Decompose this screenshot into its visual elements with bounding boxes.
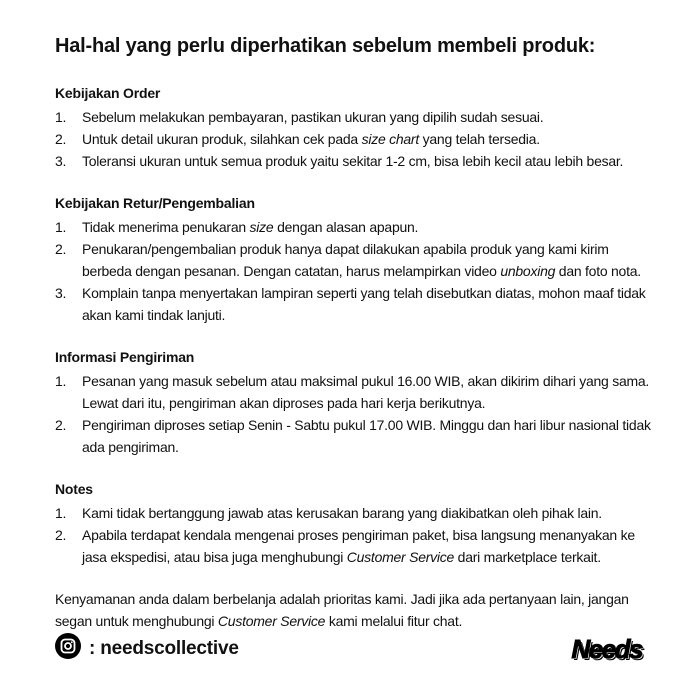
section xyxy=(55,192,655,326)
text-segment: Pesanan yang masuk sebelum atau maksimal pukul 16.00 WIB, akan dikirim dihari yang sama. Lewat dari itu, pengiriman akan diproses pada hari kerja berikutnya. xyxy=(82,373,650,411)
text-segment: Kami tidak bertanggung jawab atas kerusakan barang yang diakibatkan oleh pihak lain. xyxy=(82,505,602,521)
list-item xyxy=(55,150,655,172)
list-number: 1. xyxy=(55,219,67,235)
text-segment: Penukaran/pengembalian produk hanya dapat dilakukan apabila produk yang kami kirim berbeda dengan pesanan. Dengan catatan, harus melampirkan video xyxy=(82,241,609,279)
list-item xyxy=(55,106,655,128)
list-number: 2. xyxy=(55,131,67,147)
list-number: 3. xyxy=(55,285,67,301)
list-number: 3. xyxy=(55,153,67,169)
emphasis-text: unboxing xyxy=(500,263,556,279)
section xyxy=(55,82,655,172)
list-item xyxy=(55,128,655,150)
numbered-list xyxy=(55,502,655,568)
list-item xyxy=(55,216,655,238)
text-segment: Kenyamanan anda dalam berbelanja adalah prioritas kami. Jadi jika ada pertanyaan lain, jangan segan untuk menghubungi xyxy=(55,591,629,629)
section-heading: Kebijakan Retur/Pengembalian xyxy=(55,195,255,211)
list-number: 2. xyxy=(55,241,67,257)
text-segment: dan foto nota. xyxy=(555,263,641,279)
instagram-handle-text: : needscollective xyxy=(89,638,239,659)
instagram-handle xyxy=(55,633,239,665)
section xyxy=(55,346,655,458)
text-segment: dari marketplace terkait. xyxy=(454,549,601,565)
emphasis-text: size xyxy=(249,219,274,235)
list-number: 1. xyxy=(55,373,67,389)
list-item xyxy=(55,238,655,282)
document xyxy=(55,34,655,632)
section-heading: Informasi Pengiriman xyxy=(55,349,195,365)
instagram-icon xyxy=(55,633,81,665)
numbered-list xyxy=(55,216,655,326)
text-segment: Tidak menerima penukaran xyxy=(82,219,250,235)
page-title: Hal-hal yang perlu diperhatikan sebelum membeli produk: xyxy=(55,35,596,57)
numbered-list xyxy=(55,370,655,458)
text-segment: Komplain tanpa menyertakan lampiran seperti yang telah disebutkan diatas, mohon maaf tidak akan kami tindak lanjuti. xyxy=(82,285,646,323)
list-item xyxy=(55,282,655,326)
sections xyxy=(55,82,655,568)
numbered-list xyxy=(55,106,655,172)
list-number: 2. xyxy=(55,527,67,543)
list-item xyxy=(55,370,655,414)
footer xyxy=(55,634,645,664)
emphasis-text: Customer Service xyxy=(217,613,326,629)
emphasis-text: size chart xyxy=(361,131,419,147)
list-item xyxy=(55,414,655,458)
text-segment: Toleransi ukuran untuk semua produk yaitu sekitar 1-2 cm, bisa lebih kecil atau lebih besar. xyxy=(82,153,624,169)
text-segment: Sebelum melakukan pembayaran, pastikan ukuran yang dipilih sudah sesuai. xyxy=(82,109,544,125)
text-segment: yang telah tersedia. xyxy=(419,131,540,147)
section-heading: Kebijakan Order xyxy=(55,85,161,101)
closing-paragraph xyxy=(55,588,655,632)
text-segment: kami melalui fitur chat. xyxy=(325,613,463,629)
section-heading: Notes xyxy=(55,481,93,497)
list-item xyxy=(55,502,655,524)
needs-logo: Needs xyxy=(571,633,642,664)
text-segment: dengan alasan apapun. xyxy=(273,219,419,235)
emphasis-text: Customer Service xyxy=(346,549,455,565)
text-segment: Untuk detail ukuran produk, silahkan cek pada xyxy=(82,131,362,147)
list-number: 2. xyxy=(55,417,67,433)
list-item xyxy=(55,524,655,568)
section xyxy=(55,478,655,568)
text-segment: Pengiriman diproses setiap Senin - Sabtu pukul 17.00 WIB. Minggu dan hari libur nasional tidak ada pengiriman. xyxy=(82,417,651,455)
list-number: 1. xyxy=(55,109,67,125)
text-segment: Apabila terdapat kendala mengenai proses pengiriman paket, bisa langsung menanyakan ke jasa ekspedisi, atau bisa juga menghubungi xyxy=(82,527,635,565)
list-number: 1. xyxy=(55,505,67,521)
